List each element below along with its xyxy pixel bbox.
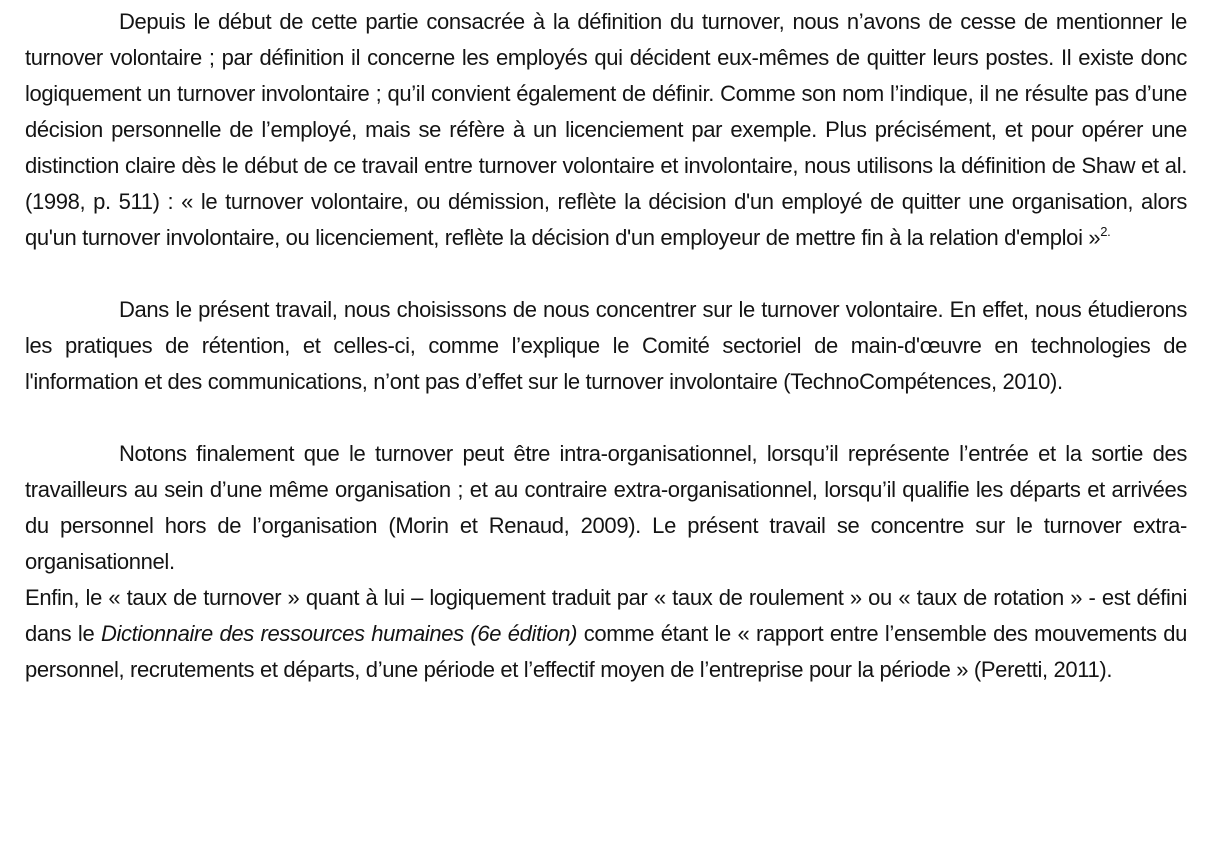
paragraph-intra-extra-organisationnel: Notons finalement que le turnover peut être intra-organisationnel, lorsqu’il représente l’entrée et la sortie des travailleurs au sein d’une même organisation ; et au contraire extra-organisationnel, lorsqu’il qualifie les départs et arrivées du personnel hors de l’organisation (Morin et Renaud, 2009). Le présent travail se concentre sur le turnover extra-organisationnel. [25,441,1187,574]
paragraph-4-text-before: Enfin, le « taux de turnover » quant à lui – logiquement traduit par « taux de roulement » ou « taux de rotation » - est défini dans le [25,585,1187,646]
footnote-reference[interactable]: 2. [1100,224,1111,239]
paragraph-taux-de-turnover [25,580,1187,688]
document-page [25,4,1187,688]
paragraph-1-text: Depuis le début de cette partie consacrée à la définition du turnover, nous n’avons de cesse de mentionner le turnover volontaire ; par définition il concerne les employés qui décident eux-mêmes de quitter leurs postes. Il existe donc logiquement un turnover involontaire ; qu’il convient également de définir. Comme son nom l’indique, il ne résulte pas d’une décision personnelle de l’employé, mais se réfère à un licenciement par exemple. Plus précisément, et pour opérer une distinction claire dès le début de ce travail entre turnover volontaire et involontaire, nous utilisons la définition de Shaw et al. (1998, p. 511) : « le turnover volontaire, ou démission, reflète la décision d'un employé de quitter une organisation, alors qu'un turnover involontaire, ou licenciement, reflète la décision d'un employeur de mettre fin à la relation d'emploi » [25,9,1187,250]
paragraph-turnover-volontaire: Dans le présent travail, nous choisissons de nous concentrer sur le turnover volontaire. En effet, nous étudierons les pratiques de rétention, et celles-ci, comme l’explique le Comité sectoriel de main-d'œuvre en technologies de l'information et des communications, n’ont pas d’effet sur le turnover involontaire (TechnoCompétences, 2010). [25,297,1187,394]
paragraph-spacer [25,256,1187,292]
paragraph-turnover-involontaire [25,4,1187,256]
paragraph-spacer [25,400,1187,436]
paragraph-4-text-after: comme étant le « rapport entre l’ensemble des mouvements du personnel, recrutements et départs, d’une période et l’effectif moyen de l’entreprise pour la période » (Peretti, 2011). [25,621,1187,682]
book-title: Dictionnaire des ressources humaines (6e édition) [100,621,578,646]
